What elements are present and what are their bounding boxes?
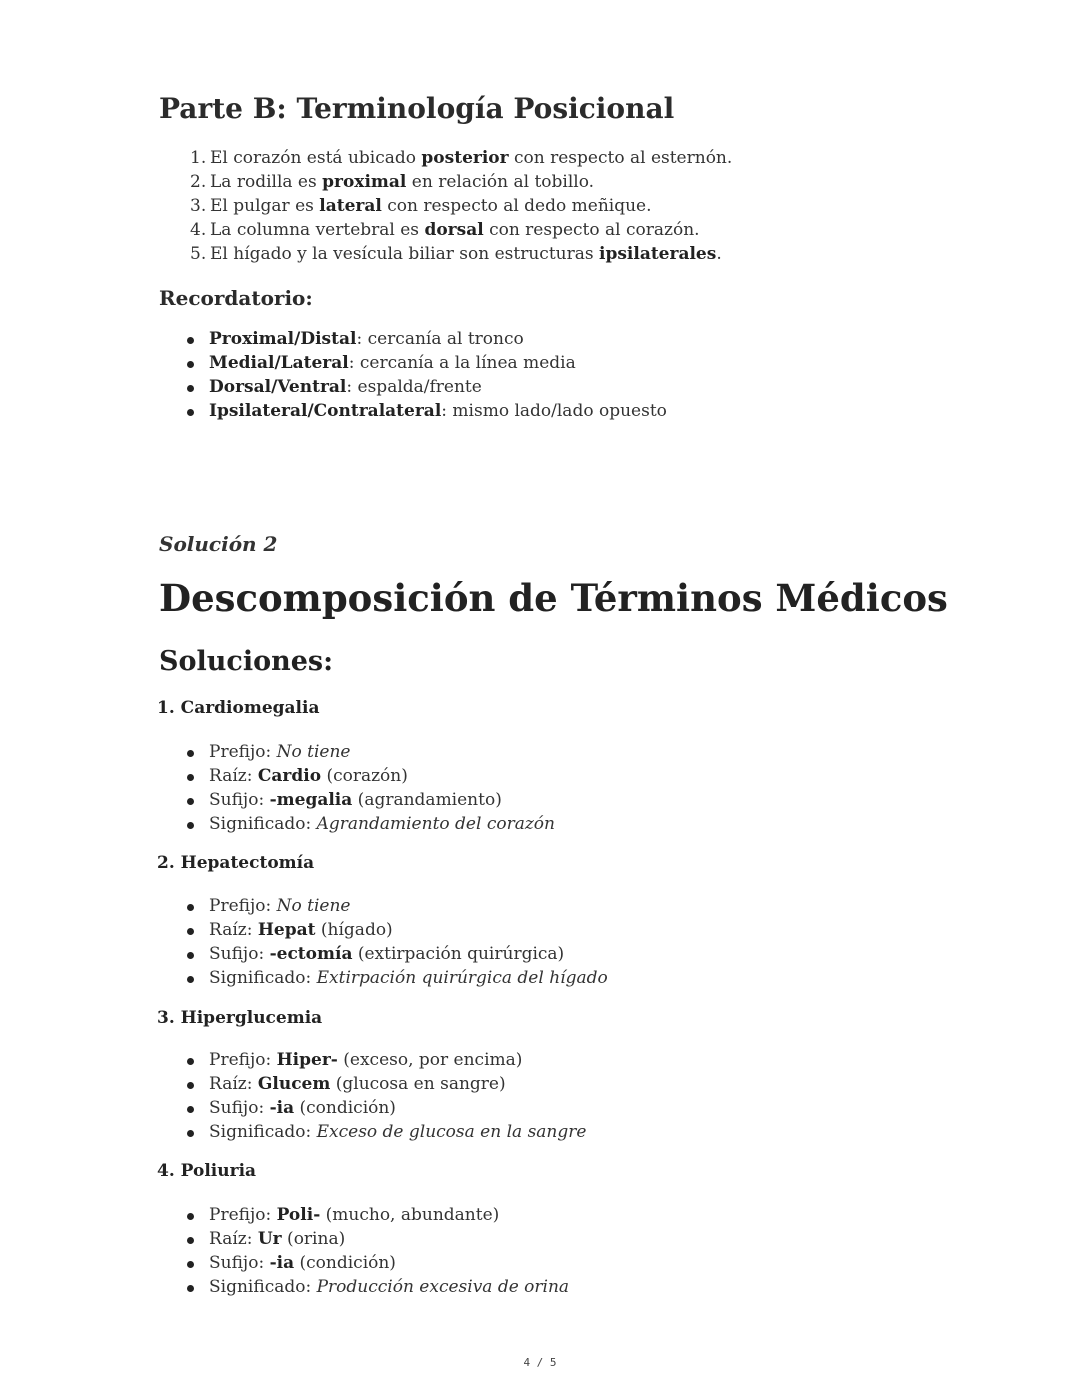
bullet-icon — [187, 337, 194, 344]
list-item: 1. El corazón está ubicado posterior con respecto al esternón. — [190, 148, 733, 168]
prefix-item: Prefijo: No tiene — [187, 894, 608, 918]
reminder-title: Recordatorio: — [159, 286, 313, 310]
bullet-icon — [187, 798, 194, 805]
prefix-item: Prefijo: Poli- (mucho, abundante) — [187, 1203, 569, 1227]
solutions-heading: Soluciones: — [159, 646, 334, 677]
term-title-hiperglucemia: 3. Hiperglucemia — [157, 1008, 323, 1028]
bullet-icon — [187, 822, 194, 829]
page-title: Descomposición de Términos Médicos — [159, 576, 948, 620]
solution-label: Solución 2 — [159, 532, 278, 556]
list-item: Dorsal/Ventral: espalda/frente — [187, 375, 667, 399]
term-breakdown-list — [187, 1048, 586, 1144]
bullet-icon — [187, 904, 194, 911]
list-item: Proximal/Distal: cercanía al tronco — [187, 327, 667, 351]
bullet-icon — [187, 1058, 194, 1065]
root-item: Raíz: Ur (orina) — [187, 1227, 569, 1251]
reminder-list — [187, 327, 667, 423]
bullet-icon — [187, 1106, 194, 1113]
bullet-icon — [187, 976, 194, 983]
bullet-icon — [187, 1237, 194, 1244]
bullet-icon — [187, 774, 194, 781]
meaning-item: Significado: Agrandamiento del corazón — [187, 812, 555, 836]
positional-terms-list — [190, 146, 732, 266]
bullet-icon — [187, 928, 194, 935]
list-item: 5. El hígado y la vesícula biliar son estructuras ipsilaterales. — [190, 244, 722, 264]
root-item: Raíz: Glucem (glucosa en sangre) — [187, 1072, 586, 1096]
root-item: Raíz: Cardio (corazón) — [187, 764, 555, 788]
prefix-item: Prefijo: Hiper- (exceso, por encima) — [187, 1048, 586, 1072]
root-item: Raíz: Hepat (hígado) — [187, 918, 608, 942]
bullet-icon — [187, 1130, 194, 1137]
list-item: 2. La rodilla es proximal en relación al tobillo. — [190, 172, 595, 192]
list-item: Ipsilateral/Contralateral: mismo lado/lado opuesto — [187, 399, 667, 423]
suffix-item: Sufijo: -ectomía (extirpación quirúrgica) — [187, 942, 608, 966]
meaning-item: Significado: Exceso de glucosa en la sangre — [187, 1120, 586, 1144]
meaning-item: Significado: Extirpación quirúrgica del hígado — [187, 966, 608, 990]
prefix-item: Prefijo: No tiene — [187, 740, 555, 764]
term-title-hepatectomia: 2. Hepatectomía — [157, 853, 315, 873]
bullet-icon — [187, 385, 194, 392]
list-item: Medial/Lateral: cercanía a la línea media — [187, 351, 667, 375]
bullet-icon — [187, 1213, 194, 1220]
bullet-icon — [187, 1285, 194, 1292]
term-breakdown-list — [187, 894, 608, 990]
page-number: 4 / 5 — [523, 1356, 557, 1369]
term-title-poliuria: 4. Poliuria — [157, 1161, 257, 1181]
meaning-item: Significado: Producción excesiva de orina — [187, 1275, 569, 1299]
list-item: 4. La columna vertebral es dorsal con respecto al corazón. — [190, 220, 700, 240]
term-title-cardiomegalia: 1. Cardiomegalia — [157, 698, 320, 718]
bullet-icon — [187, 750, 194, 757]
section-b-title: Parte B: Terminología Posicional — [159, 92, 675, 125]
term-breakdown-list — [187, 740, 555, 836]
suffix-item: Sufijo: -ia (condición) — [187, 1096, 586, 1120]
list-item: 3. El pulgar es lateral con respecto al dedo meñique. — [190, 196, 652, 216]
bullet-icon — [187, 1082, 194, 1089]
suffix-item: Sufijo: -ia (condición) — [187, 1251, 569, 1275]
bullet-icon — [187, 1261, 194, 1268]
bullet-icon — [187, 409, 194, 416]
bullet-icon — [187, 361, 194, 368]
suffix-item: Sufijo: -megalia (agrandamiento) — [187, 788, 555, 812]
bullet-icon — [187, 952, 194, 959]
term-breakdown-list — [187, 1203, 569, 1299]
